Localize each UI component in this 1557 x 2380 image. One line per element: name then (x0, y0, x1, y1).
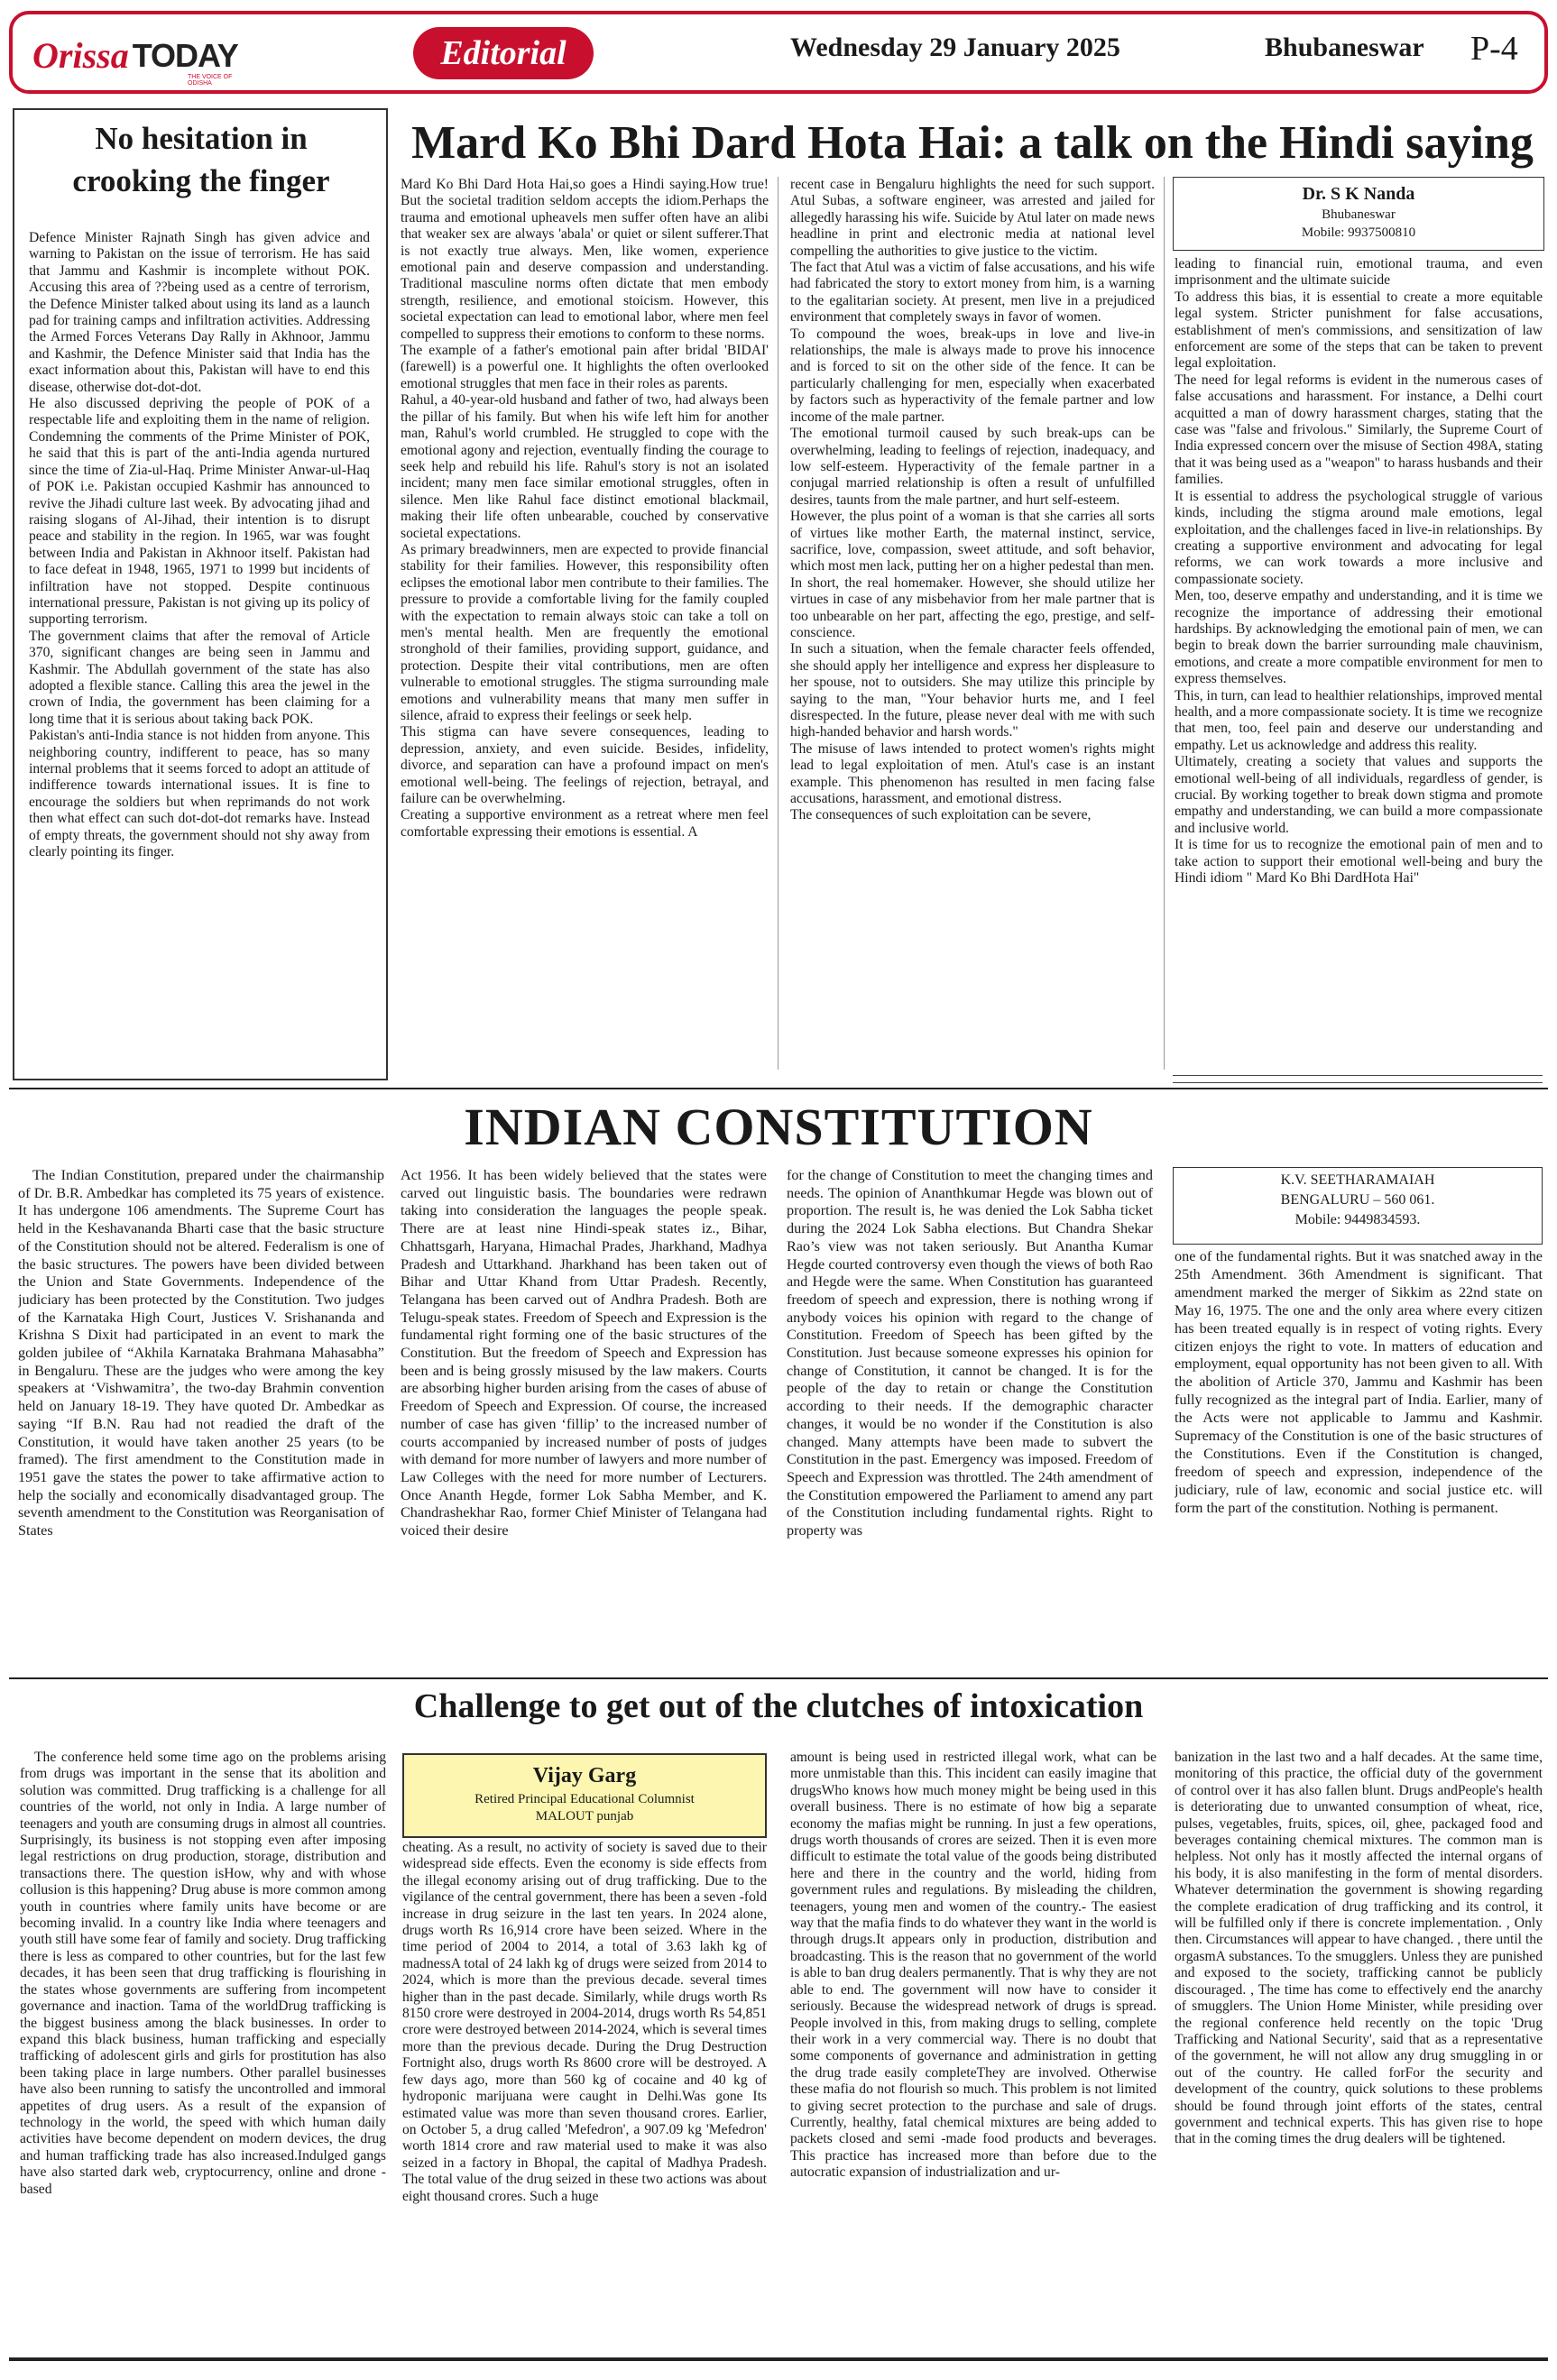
paragraph: Ultimately, creating a society that values and supports the emotional well-being of all individuals, regardless of gender, is crucial. By working together to break down stigma and promote empathy and understanding, we can build a more compassionate and inclusive world. (1175, 754, 1543, 836)
paragraph: The Indian Constitution, prepared under the chairmanship of Dr. B.R. Ambedkar has completed its 75 years of existence. It has undergone 106 amendments. The Supreme Court has held in the Keshavananda Bharti case that the basic structure of the Constitution should not be altered. Federalism is one of the basic structures. The powers have been divided between the Union and State Governments. Independence of the judiciary has been protected by the Constitution. Two judges of the Karnataka High Court, Justices V. Srishananda and Krishna S Dixit had participated in an event to mark the golden jubilee of “Akhila Karnataka Brahmana Mahasabha” in Bengaluru. These are the judges who were among the key speakers at ‘Vishwamitra’, the two-day Brahmin convention held on January 18-19. They have quoted Dr. Ambedkar as saying “If B.N. Rau had not readied the draft of the Constitution, it would have taken another 25 years (to be framed). The first amendment to the Constitution made in 1951 gave the states the power to take affirmative action to help the socially and economically disadvantaged group. The seventh amendment to the Constitution was Reorganisation of States (18, 1167, 384, 1539)
paragraph: However, the plus point of a woman is that she carries all sorts of virtues like mother Earth, the maternal instinct, service, sacrifice, love, compassion, sweet attitude, and soft behavior, which most men lack, putting her on a higher pedestal than men. (790, 509, 1155, 574)
drugs-col-2 (402, 1840, 767, 2350)
paragraph: The government claims that after the removal of Article 370, significant changes are being seen in Jammu and Kashmir. The Abdullah government of the state has also adopted a flexible stance. Calling this area the jewel in the crown of India, the government has been claiming for a long time that it is serious about taking back POK. (29, 628, 370, 727)
drugs-col-1 (20, 1750, 386, 2350)
paragraph: amount is being used in restricted illegal work, what can be more unmistable than this. This incident can easily imagine that drugsWho knows how much money might be being used in this overall business. There is no estimate of how big a separate economy the mafias might be running. In just a few operations, drugs worth thousands of crores are seized. Then it is even more difficult to estimate the total value of the goods being distributed here and there in the country and the world, hiding from government rules and regulations. By misleading the children, teenagers, young men and women of the country.- The easiest way that the mafia finds to do whatever they want in the world is through drugs.It appears only in production, distribution and broadcasting. This is the reason that no government of the world is able to ban drug dealers permanently. That is why they are not able to end. The government will now have to consider it seriously. Because the widespread network of drugs is spread. People involved in this, from making drugs to selling, complete their work in a very commercial way. There is no doubt that some components of governance and administration in getting the drug trade easily completeThey are involved. Otherwise these mafia do not flourish so much. This problem is not limited to giving secret protection to the purchase and sale of drugs. Currently, healthy, fatal chemical mixtures are being added to packets closed and semi -made food products and beverages. This practice has increased more than before due to the autocratic expansion of industrialization and ur- (790, 1750, 1156, 2181)
constitution-author-mobile: Mobile: 9449834593. (1294, 1212, 1421, 1227)
drugs-author-name: Vijay Garg (532, 1764, 637, 1787)
logo-today: TODAY (132, 37, 238, 74)
paragraph: Defence Minister Rajnath Singh has given advice and warning to Pakistan on the issue of terrorism. He has said that Jammu and Kashmir is incomplete without POK. Accusing this area of ??being used as a centre of terrorism, the Defence Minister talked about using its land as a launch pad for training camps and infiltration activities. Addressing the Armed Forces Veterans Day Rally in Akhnoor, Jammu and Kashmir, the Defence Minister said that India has the exact information about this, Pakistan will have to end this disease, otherwise dot-dot-dot. (29, 230, 370, 395)
paragraph: To address this bias, it is essential to create a more equitable legal system. Stricter punishment for false accusations, establishment of men's commissions, and sensitization of law enforcement are some of the steps that can be taken to prevent legal exploitation. (1175, 289, 1543, 372)
paragraph: recent case in Bengaluru highlights the need for such support. Atul Subas, a software engineer, was arrested and jailed for allegedly harassing his wife. Suicide by Atul later on made news headline in print and electronic media at national level compelling the authorities to give justice to the victim. (790, 177, 1155, 259)
constitution-col-1 (18, 1167, 384, 1661)
issue-date: Wednesday 29 January 2025 (790, 32, 1120, 62)
paragraph: leading to financial ruin, emotional trauma, and even imprisonment and the ultimate suicide (1175, 256, 1543, 289)
paragraph: The consequences of such exploitation can be severe, (790, 807, 1092, 823)
paragraph: He also discussed depriving the people of POK of a respectable life and exploiting them in the name of religion. Condemning the comments of the Prime Minister of POK, he said that this is part of the anti-India agenda nurtured since the time of Zia-ul-Haq. Prime Minister Anwar-ul-Haq of POK i.e. Pakistan occupied Kashmir has announced to revive the Jihadi culture last week. By advocating jihad and raising slogans of Al-Jihad, their intention is to disrupt peace and stability in the region. In 1965, war was fought between India and Pakistan in Akhnoor itself. Pakistan had to face defeat in 1948, 1965, 1971 to 1999 but incidents of infiltration have not stopped. Despite continuous international pressure, Pakistan is not giving up its policy of supporting terrorism. (29, 396, 370, 628)
paragraph: To compound the woes, break-ups in love and live-in relationships, the male is always made to prove his innocence and is forced to sit on the other side of the fence. It can be particularly challenging for men, especially when exacerbated by factors such as hyperactivity of the female partner and low income of the male partner. (790, 326, 1155, 425)
paragraph: cheating. As a result, no activity of society is saved due to their widespread side effects. Even the economy is side effects from the illegal economy arising out of drug trafficking. Due to the vigilance of the central government, there has been a seven -fold increase in drug seizure in the last ten years. In 2024 alone, drugs worth Rs 16,914 crore have been seized. Where in the time period of 2004 to 2014, a total of 3.63 lakh kg of madnessA total of 24 lakh kg of drugs were seized from 2014 to 2024, which is more than the previous decade. several times higher than in the past decade. Similarly, while drugs worth Rs 8150 crore were destroyed in 2004-2014, drugs worth Rs 54,851 crore were destroyed between 2014-2024, which is several times more than the previous decade. During the Drug Destruction Fortnight also, drugs worth Rs 8600 crore will be destroyed. A few days ago, more than 560 kg of cocaine and 40 kg of hydroponic marijuana were caught in Delhi.Was gone Its estimated value was more than seven thousand crores. Earlier, on October 5, a drug called 'Mefedron', a 907.09 kg 'Mefedron' worth 1814 crore and raw material used to make it was also seized in a factory in Bhopal, the capital of Madhya Pradesh. The total value of the drug seized in these two actions was about eight thousand crores. Such a huge (402, 1840, 767, 2204)
paragraph: It is essential to address the psychological struggle of various kinds, including the stigma around male emotions, legal exploitation, and the challenges faced in live-in relationships. By creating a supportive environment and advocating for legal reforms, we can work towards a more inclusive and compassionate society. (1175, 488, 1543, 587)
paragraph: The misuse of laws intended to protect women's rights might lead to legal exploitation of men. Atul's case is an instant example. This phenomenon has resulted in men facing false accusations, harassment, and emotional distress. (790, 740, 1155, 807)
logo-orissa: Orissa (32, 35, 129, 76)
paragraph: As primary breadwinners, men are expected to provide financial stability for their families. However, this responsibility often eclipses the emotional labor men contribute to their families. The pressure to provide a comfortable living for the family coupled with the expectation to remain always stoic can take a toll on men's mental health. Men are frequently the emotional stronghold of their families, providing support, guidance, and protection. Despite their vital contributions, men are often vulnerable to emotional struggles. The stigma surrounding male emotions and vulnerability means that many men suffer in silence, afraid to express their feelings or seek help. (401, 541, 769, 723)
paragraph: for the change of Constitution to meet the changing times and needs. The opinion of Ananthkumar Hegde was blown out of proportion. The result is, he was denied the Lok Sabha ticket during the 2024 Lok Sabha elections. But Chandra Shekar Rao’s view was not taken seriously. But Anantha Kumar Hegde courted controversy even though the views of both Rao and Hegde were the same. When Constitution has guaranteed freedom of speech and expression, there is nothing wrong if anybody voices his opinion with regard to the change of Constitution. Freedom of Speech has been gifted by the Constitution. Just because someone expresses his opinion for change of Constitution, it cannot be changed. It is for the people of the day to retain or change the Constitution according to their needs. If the demographic character changes, it would be no wonder if the Constitution is also changed. Many attempts have been made to subvert the Constitution in the past. Emergency was imposed. Freedom of Speech and Expression was throttled. The 24th amendment of the Constitution empowered the Parliament to amend any part of the Constitution including fundamental rights. Right to property was (787, 1167, 1153, 1539)
paragraph: Creating a supportive environment as a retreat where men feel comfortable expressing their emotions is essential. A (401, 807, 769, 840)
drugs-author-role: Retired Principal Educational Columnist (474, 1792, 695, 1806)
drugs-col-4 (1175, 1750, 1543, 2350)
mard-col-3 (1175, 256, 1543, 1071)
paragraph: The emotional turmoil caused by such break-ups can be overwhelming, leading to feelings of rejection, inadequacy, and low self-esteem. Hyperactivity of the female partner in a conjugal married relationship is often a result of unfulfilled desires, taunts from the male partner, and hurt self-esteem. (790, 426, 1155, 508)
divider (9, 1677, 1548, 1679)
paragraph: The fact that Atul was a victim of false accusations, and his wife had fabricated the story to extort money from him, is a warning to the egalitarian society. At present, men live in a prejudiced environment that completely sways in favor of women. (790, 260, 1155, 326)
orissa-today-logo (32, 34, 238, 87)
paragraph: banization in the last two and a half decades. At the same time, monitoring of this practice, the official duty of the government of control over it has also fallen blunt. Drugs andPeople's health is deteriorating due to unwanted consumption of wheat, rice, pulses, vegetables, fruits, spices, oil, ghee, packaged food and beverages containing chemical mixtures. The common man is helpless. Not only has it mostly affected the internal organs of his body, it is also manifesting in the form of mental disorders. Whatever determination the government is showing regarding the complete eradication of drug trafficking and its control, it will be fulfilled only if there is concrete implementation. , Only then. Circumstances will appear to have changed. , there until the orgasmA substances. To the smugglers. Unless they are punished and exposed to the society, trafficking cannot be publicly discouraged. , The time has come to effectively end the anarchy of smugglers. The Union Home Minister, while presiding over the regional conference held recently on the topic 'Drug Trafficking and National Security', said that as a representative of the government, he will not allow any drug smuggling in or out of the country. He called forFor the security and development of the country, quick solutions to these problems should be found through joint efforts of the states, central government and technical experts. This has given rise to hope that in the coming times the drug dealers will be tightened. (1175, 1750, 1543, 2147)
bottom-rule (9, 2357, 1548, 2361)
mard-author-city: Bhubaneswar (1322, 207, 1396, 222)
paragraph: In short, the real homemaker. However, she should utilize her virtues in case of any misbehavior from her male partner that is too unbearable on her part, affecting the ego, prestige, and self-conscience. (790, 574, 1155, 640)
paragraph: It is time for us to recognize the emotional pain of men and to take action to support their emotional well-being and bury the Hindi idiom " Mard Ko Bhi DardHota Hai" (1175, 837, 1543, 887)
mard-author-mobile: Mobile: 9937500810 (1301, 225, 1416, 240)
masthead (9, 11, 1548, 94)
constitution-title: INDIAN CONSTITUTION (464, 1098, 1093, 1156)
left-article-title: No hesitation in crooking the finger (72, 121, 330, 198)
paragraph: The conference held some time ago on the problems arising from drugs was important in the sense that its abolition and solution was committed. Drug trafficking is a challenge for all countries of the world, not only in India. A large number of teenagers and youth are consuming drugs in almost all countries. Surprisingly, its business is not stopping even after imposing legal restrictions on drug production, storage, distribution and transactions there. The question isHow, why and with whose collusion is this happening? Drug abuse is more common among youth in countries where family units have become or are becoming invalid. In a country like India where teenagers and youth still have some fear of family and society. Drug trafficking there is less as compared to other countries, but for the last few decades, it has been seen that drug trafficking is flourishing in the states whose governments are suffering from incompetent governance and inaction. Tama of the worldDrug trafficking is the biggest business among the black businesses. In order to expand this black business, human trafficking and especially trafficking of adolescent girls and girls for prostitution has also been taking place in large numbers. Other parallel businesses have also been running to satisfy the uncontrolled and immoral appetites of drug users. As a result of the expansion of technology in the world, the speed with which human daily activities have become dependent on modern devices, the drug and human trafficking trade has also increased.Indulged gangs have also started dark web, cryptocurrency, online and drone -based (20, 1750, 386, 2197)
mard-col-2 (790, 177, 1155, 1080)
paragraph: Act 1956. It has been widely believed that the states were carved out linguistic basis. The boundaries were redrawn taking into consideration the languages the people speak. There are at least nine Hindi-speak states iz., Bihar, Chhattsgarh, Haryana, Himachal Prades, Jharkhand, Madhya Pradesh and Uttarkhand. Jharkhand has been taken out of Bihar and Uttar Khand from Uttar Pradesh. Recently, Telangana has been carved out of Andhra Pradesh. Both are Telugu-speak states. Freedom of Speech and Expression is the fundamental right forming one of the basic structures of the Constitution. But the freedom of Speech and Expression has been and is being grossly misused by the law makers. Courts are absorbing higher burden arising from the cases of abuse of Freedom of Speech and Expression. Of course, the increased number of case has given ‘fillip’ to the increased number of courts accompanied by increased number of posts of judges with demand for more number of lawyers and more number of Law Colleges with the need for more number of Lecturers. Once Ananth Hegde, former Lok Sabha Member, and K. Chandrashekhar Rao, former Chief Minister of Telangana had voiced their desire (401, 1167, 767, 1539)
drugs-col-3 (790, 1750, 1156, 2350)
drugs-author-box (402, 1753, 767, 1838)
divider (9, 1088, 1548, 1089)
paragraph: one of the fundamental rights. But it was snatched away in the 25th Amendment. 36th Amendment is significant. That amendment marked the merger of Sikkim as 22nd state on May 16, 1975. The one and the only area where every citizen has been treated equally is in respect of voting rights. Every citizen enjoys the right to vote. In matters of education and employment, equal opportunity has not been given to all. With the abolition of Article 370, Jammu and Kashmir has been fully recognized as the integral part of India. Earlier, many of the Acts were not applicable to Jammu and Kashmir. Supremacy of the Constitution is one of the basic structures of the Constitutions. Even if the Constitution is changed, freedom of speech and expression, independence of the judiciary, rule of law, economic and social justice etc. will form the part of the constitution. Nothing is permanent. (1175, 1248, 1543, 1516)
constitution-col-3 (787, 1167, 1153, 1661)
issue-city: Bhubaneswar (1265, 32, 1424, 62)
paragraph: Pakistan's anti-India stance is not hidden from anyone. This neighboring country, indifferent to peace, has so many internal problems that it seems forced to adopt an attitude of indifference towards international issues. It is fine to encourage the soldiers but when reprimands do not work then what effect can such dot-dot-dot remarks have. Instead of empty threats, the government should not shy away from clearly pointing its finger. (29, 728, 370, 860)
paragraph: This, in turn, can lead to healthier relationships, improved mental health, and a more compassionate society. It is time we recognize that men, too, feel pain and deserve our understanding and empathy. Let us acknowledge and address this reality. (1175, 687, 1543, 753)
constitution-col-2 (401, 1167, 767, 1661)
constitution-author-city: BENGALURU – 560 061. (1280, 1192, 1435, 1208)
paragraph: This stigma can have severe consequences, leading to depression, anxiety, and even suicide. Besides, infidelity, divorce, and separation can have a profound impact on men's emotional well-being. The feelings of rejection, betrayal, and failure can be overwhelming. (401, 724, 769, 807)
drugs-author-city: MALOUT punjab (535, 1809, 634, 1824)
paragraph: The example of a father's emotional pain after bridal 'BIDAI' (farewell) is a powerful one. It highlights the often overlooked emotional struggles that men face in their roles as parents. (401, 343, 769, 391)
constitution-col-4 (1175, 1248, 1543, 1661)
paragraph: Rahul, a 40-year-old husband and father of two, had always been the pillar of his family. But when his wife left him for another man, Rahul's world crumbled. He struggled to cope with the emotional agony and rejection, eventually finding the courage to seek help and rebuild his life. Rahul's story is not an isolated incident; many men face similar emotional struggles, often in silence. Men like Rahul face distinct emotional blackmail, making their life often unbearable, couched by conservative societal expectations. (401, 392, 769, 541)
page-number: P-4 (1470, 30, 1518, 68)
paragraph: The need for legal reforms is evident in the numerous cases of false accusations and harassment. For instance, a Delhi court acquitted a man of dowry harassment charges, stating that the case was "false and frivolous." Similarly, the Supreme Court of India expressed concern over the misuse of Section 498A, stating that it was being used as a "weapon" to harass husbands and their families. (1175, 372, 1543, 488)
logo-tagline: THE VOICE OF ODISHA (188, 74, 233, 87)
paragraph: Mard Ko Bhi Dard Hota Hai,so goes a Hindi saying.How true! But the societal tradition seldom accepts the idiom.Perhaps the trauma and emotional upheavels men suffer often have an alibi that weaker sex are always 'abala' or quiet or silent sufferer.That is not exactly true always. Men, like women, experience emotional pain and deserve compassion and understanding. Traditional masculine norms often dictate that men embody strength, resilience, and emotional stoicism. However, this societal expectation can lead to emotional labor, where men feel compelled to suppress their emotions to conform to these norms. (401, 177, 769, 342)
left-article-body (29, 230, 370, 1069)
mard-article-title: Mard Ko Bhi Dard Hota Hai: a talk on the Hindi saying (411, 117, 1534, 169)
mard-author-name: Dr. S K Nanda (1302, 184, 1415, 204)
mard-col-1 (401, 177, 769, 1080)
section-badge: Editorial (413, 27, 594, 79)
paragraph: In such a situation, when the female character feels offended, she should apply her intelligence and express her displeasure to her spouse, not to outsiders. She may utilize this principle by saying to the man, "Your behavior hurts me, and I feel disrespected. In the future, please never deal with me with such high-handed behavior and harsh words." (790, 641, 1155, 740)
drugs-title: Challenge to get out of the clutches of intoxication (413, 1687, 1144, 1725)
constitution-author-name: K.V. SEETHARAMAIAH (1280, 1172, 1435, 1188)
paragraph: Men, too, deserve empathy and understanding, and it is time we recognize the importance of addressing their emotional hardships. By acknowledging the emotional pain of men, we can begin to break down the barrier surrounding male chauvinism, emotions, and create a more compatible environment for men to express themselves. (1175, 588, 1543, 687)
